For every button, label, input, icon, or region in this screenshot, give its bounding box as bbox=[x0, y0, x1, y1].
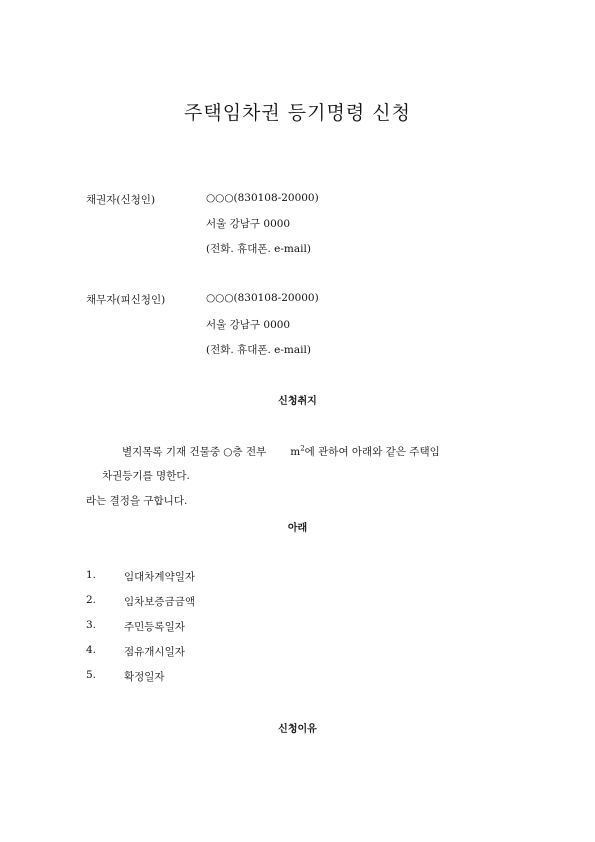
purpose-heading: 신청취지 bbox=[278, 396, 317, 407]
list-item-number: 1. bbox=[86, 569, 97, 581]
purpose-line-2: 차권등기를 명한다. bbox=[102, 470, 190, 482]
debtor-contact: (전화. 휴대폰. e-mail) bbox=[206, 344, 311, 356]
list-item: 임대차계약일자 bbox=[124, 571, 196, 583]
creditor-address: 서울 강남구 0000 bbox=[206, 218, 291, 230]
debtor-name: ○○○(830108-20000) bbox=[206, 292, 319, 304]
area-unit: m bbox=[290, 446, 301, 458]
list-item-number: 5. bbox=[86, 669, 97, 681]
purpose-line-1-part-a: 별지목록 기재 건물중 ○층 전부 bbox=[122, 446, 267, 458]
area-unit-superscript: 2 bbox=[300, 444, 305, 453]
list-item-number: 2. bbox=[86, 594, 97, 606]
list-item: 주민등록일자 bbox=[124, 621, 185, 633]
purpose-line-1 bbox=[122, 444, 440, 459]
debtor-address: 서울 강남구 0000 bbox=[206, 319, 291, 331]
purpose-line-3: 라는 결정을 구합니다. bbox=[86, 495, 188, 507]
below-heading: 아래 bbox=[287, 523, 308, 534]
purpose-line-1-part-b: 에 관하여 아래와 같은 주택임 bbox=[304, 446, 440, 458]
creditor-contact: (전화. 휴대폰. e-mail) bbox=[206, 243, 311, 255]
list-item: 점유개시일자 bbox=[124, 646, 185, 658]
list-item: 임차보증금금액 bbox=[124, 596, 196, 608]
list-item-number: 3. bbox=[86, 619, 97, 631]
debtor-label: 채무자(피신청인) bbox=[86, 294, 166, 306]
reason-heading: 신청이유 bbox=[278, 724, 317, 735]
list-item-number: 4. bbox=[86, 644, 97, 656]
creditor-label: 채권자(신청인) bbox=[86, 194, 156, 206]
creditor-name: ○○○(830108-20000) bbox=[206, 192, 319, 204]
list-item: 확정일자 bbox=[124, 671, 165, 683]
document-title: 주택임차권 등기명령 신청 bbox=[184, 102, 411, 124]
